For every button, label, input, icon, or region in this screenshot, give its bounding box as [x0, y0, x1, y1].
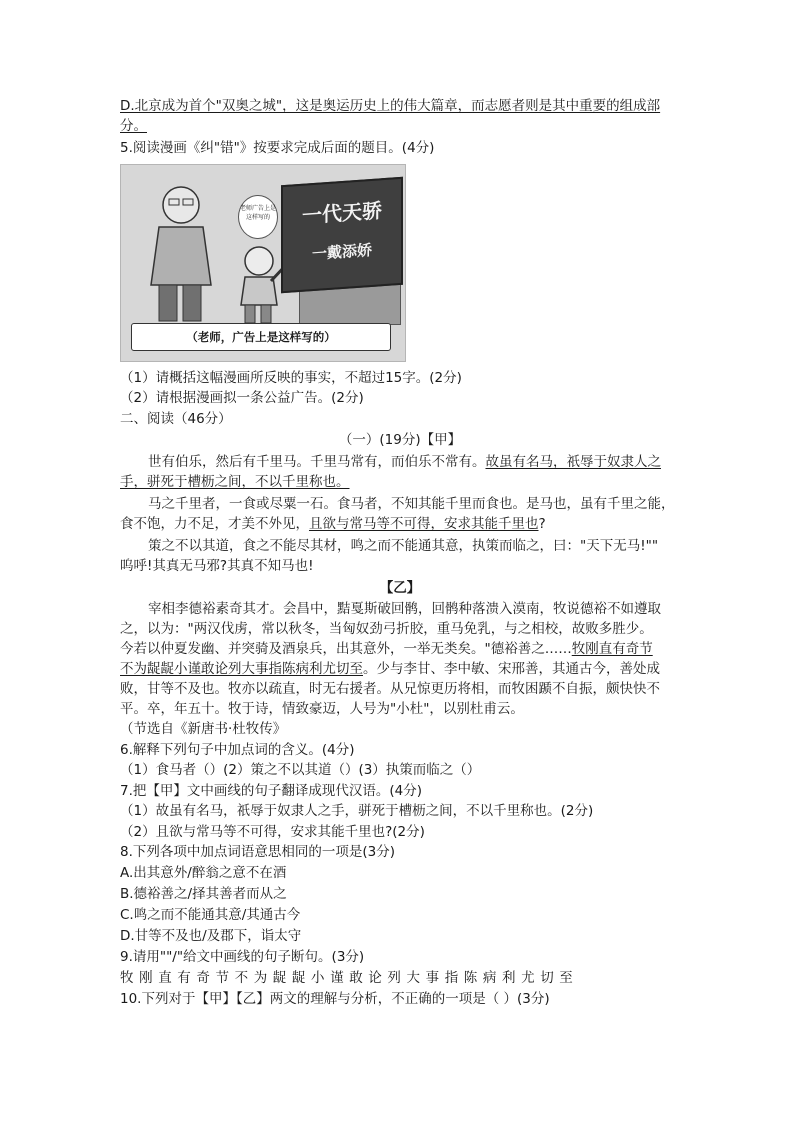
source-note: （节选自《新唐书·杜牧传》	[120, 721, 287, 737]
yi-line-6: 平。卒，年五十。牧于诗，情致豪迈，人号为"小杜"，以别杜甫云。	[120, 701, 524, 717]
comic-image	[120, 164, 406, 362]
speech-bubble: 老师广告上是这样写的	[238, 195, 278, 239]
question-7-1: （1）故虽有名马，祇辱于奴隶人之手，骈死于槽枥之间，不以千里称也。(2分)	[120, 803, 594, 819]
question-9: 9.请用""/"给文中画线的句子断句。(3分)	[120, 949, 365, 965]
yi-text: 。少与李甘、李中敏、宋邢善，其通古今，善处成	[363, 661, 660, 677]
question-6-items: （1）食马者（）(2）策之不以其道（）(3）执策而临之（）	[120, 762, 481, 778]
yi-line-3	[120, 639, 653, 659]
yi-line-4	[120, 659, 660, 679]
jia-para-2-cont	[120, 514, 546, 534]
question-6: 6.解释下列句子中加点词的含义。(4分)	[120, 742, 355, 758]
question-5-1: （1）请概括这幅漫画所反映的事实，不超过15字。(2分)	[120, 370, 462, 386]
jia-text: 食不饱，力不足，才美不外见，	[120, 516, 309, 532]
option-d-line-cont: 分。	[120, 118, 147, 134]
passage-yi-heading: 【乙】	[379, 580, 421, 596]
question-7-2: （2）且欲与常马等不可得，安求其能千里也?(2分)	[120, 824, 425, 840]
yi-para-1: 宰相李德裕素奇其才。会昌中，黠戛斯破回鹘，回鹘种落溃入漠南，牧说德裕不如遵取	[148, 601, 661, 617]
jia-text: ?	[538, 516, 546, 532]
yi-underlined-cont: 不为龊龊小谨敢论列大事指陈病利尤切至	[120, 661, 363, 677]
jia-para-1	[148, 452, 661, 472]
passage-jia-heading: （一）(19分)【甲】	[338, 432, 462, 448]
yi-underlined: 牧刚直有奇节	[571, 641, 653, 657]
question-8-option-c: C.鸣之而不能通其意/其通古今	[120, 907, 301, 923]
sign-line-1: 一代天骄	[302, 198, 382, 228]
question-10: 10.下列对于【甲】【乙】两文的理解与分析，不正确的一项是（ ）(3分)	[120, 991, 550, 1007]
option-d-line: D.北京成为首个"双奥之城"，这是奥运历史上的伟大篇章，而志愿者则是其中重要的组成部	[120, 98, 661, 114]
question-5-2: （2）请根据漫画拟一条公益广告。(2分)	[120, 390, 364, 406]
comic-caption: （老师，广告上是这样写的）	[131, 323, 391, 351]
yi-text: 今若以仲夏发幽、并突骑及酒泉兵，出其意外，一举无类矣。"德裕善之……	[120, 641, 572, 657]
question-8-option-d: D.甘等不及也/及郡下，诣太守	[120, 928, 302, 944]
jia-underlined-1: 故虽有名马，祇辱于奴隶人之	[485, 454, 661, 470]
yi-line-5: 败，甘等不及也。牧亦以疏直，时无右援者。从兄惊更历将相，而牧困踬不自振，颇快快不	[120, 681, 660, 697]
jia-underlined-2: 且欲与常马等不可得，安求其能千里也	[309, 516, 539, 532]
question-7: 7.把【甲】文中画线的句子翻译成现代汉语。(4分)	[120, 783, 423, 799]
question-8: 8.下列各项中加点词语意思相同的一项是(3分)	[120, 844, 396, 860]
jia-para-2: 马之千里者，一食或尽粟一石。食马者，不知其能千里而食也。是马也，虽有千里之能，	[148, 496, 675, 512]
jia-underlined-1-cont: 手，骈死于槽枥之间，不以千里称也。	[120, 474, 350, 490]
sign-line-2: 一戴添娇	[311, 240, 372, 264]
question-8-option-b: B.德裕善之/择其善者而从之	[120, 886, 287, 902]
yi-line-2: 之，以为："两汉伐虏，常以秋冬，当匈奴劲弓折胶，重马免乳，与之相校，故败多胜少。	[120, 621, 653, 637]
question-9-sentence: 牧刚直有奇节不为龊龊小谨敢论列大事指陈病利尤切至	[120, 970, 579, 986]
comic-sign	[281, 177, 403, 294]
jia-para-3-cont: 呜呼!其真无马邪?其真不知马也!	[120, 558, 314, 574]
jia-text: 世有伯乐，然后有千里马。千里马常有，而伯乐不常有。	[148, 454, 486, 470]
question-5: 5.阅读漫画《纠"错"》按要求完成后面的题目。(4分)	[120, 140, 435, 156]
question-8-option-a: A.出其意外/醉翁之意不在酒	[120, 865, 287, 881]
section-heading-reading: 二、阅读（46分）	[120, 411, 232, 427]
jia-para-3: 策之不以其道，食之不能尽其材，鸣之而不能通其意，执策而临之，曰："天下无马!""	[148, 538, 659, 554]
